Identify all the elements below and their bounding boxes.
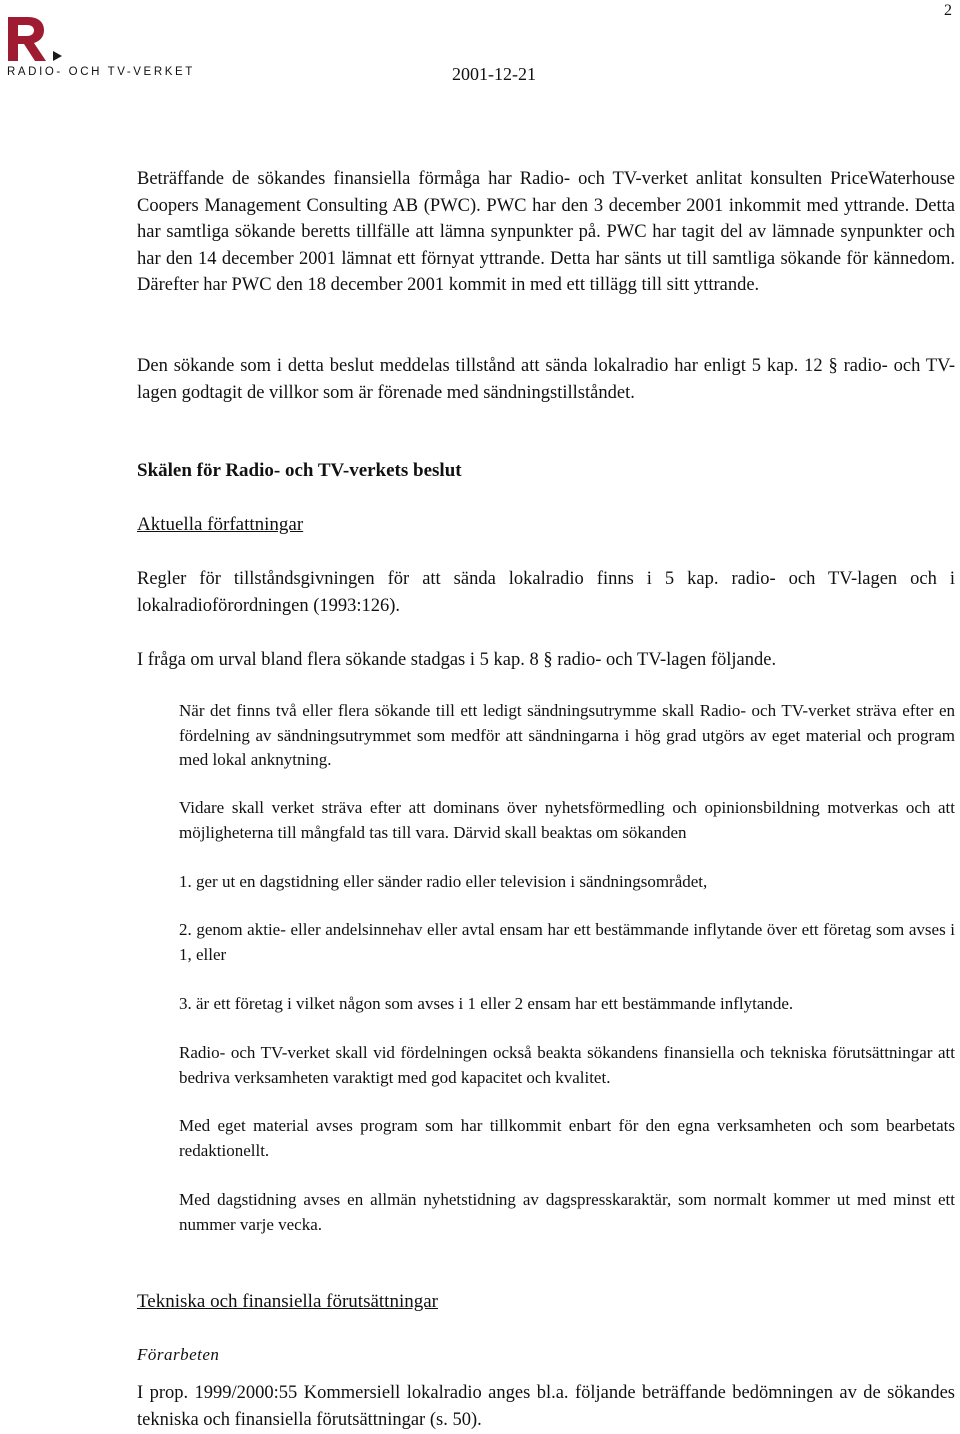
radio-tv-verket-logo xyxy=(6,14,206,84)
quote-paragraph-2: Vidare skall verket sträva efter att dominans över nyhetsförmedling och opinionsbildning motverkas och att möjligheterna till mångfald tas till vara. Därvid skall beaktas om sökanden xyxy=(179,798,955,842)
document-date: 2001-12-21 xyxy=(452,64,536,84)
paragraph-rules: Regler för tillståndsgivningen för att sända lokalradio finns i 5 kap. radio- och TV-lagen och i lokalradioförordningen (1993:126). xyxy=(137,569,955,616)
quote-list-item-1: 1. ger ut en dagstidning eller sänder radio eller television i sändningsområdet, xyxy=(179,872,708,891)
logo-wordmark: RADIO- OCH TV-VERKET xyxy=(7,66,195,78)
quote-paragraph-4: Med eget material avses program som har tillkommit enbart för den egna verksamheten och som bearbetats redaktionellt. xyxy=(179,1116,955,1160)
paragraph-pwc-assessment: Beträffande de sökandes finansiella förmåga har Radio- och TV-verket anlitat konsulten PriceWaterhouse Coopers Management Consulting AB (PWC). PWC har den 3 december 2001 inkommit med yttrande. Detta har samtliga sökande beretts tillfälle att lämna synpunkter på. PWC har tagit del av lämnade synpunkter och har den 14 december 2001 lämnat ett förnyat yttrande. Detta har sänts ut till samtliga sökande för kännedom. Därefter har PWC den 18 december 2001 kommit in med ett tillägg till sitt yttrande. xyxy=(137,169,955,295)
quote-paragraph-5: Med dagstidning avses en allmän nyhetstidning av dagspresskaraktär, som normalt kommer ut med minst ett nummer varje vecka. xyxy=(179,1190,955,1234)
quote-paragraph-1: När det finns två eller flera sökande till ett ledigt sändningsutrymme skall Radio- och TV-verket sträva efter en fördelning av sändningsutrymmet som medför att sändningarna i hög grad utgörs av eget material och program med lokal anknytning. xyxy=(179,701,955,769)
quote-list-item-3: 3. är ett företag i vilket någon som avses i 1 eller 2 ensam har ett bestämmande inflytande. xyxy=(179,994,794,1013)
section-heading-reasons: Skälen för Radio- och TV-verkets beslut xyxy=(137,460,462,481)
paragraph-proposition: I prop. 1999/2000:55 Kommersiell lokalradio anges bl.a. följande beträffande bedömningen av de sökandes tekniska och finansiella förutsättningar (s. 50). xyxy=(137,1383,955,1430)
subheading-statutes: Aktuella författningar xyxy=(137,514,304,535)
subheading-preparatory-works: Förarbeten xyxy=(137,1345,220,1364)
quote-paragraph-3: Radio- och TV-verket skall vid fördelningen också beakta sökandens finansiella och tekniska förutsättningar att bedriva verksamheten varaktigt med god kapacitet och kvalitet. xyxy=(179,1043,955,1087)
logo-r-icon xyxy=(6,14,66,64)
paragraph-conditions-accepted: Den sökande som i detta beslut meddelas tillstånd att sända lokalradio har enligt 5 kap. 12 § radio- och TV-lagen godtagit de villkor som är förenade med sändningstillståndet. xyxy=(137,356,955,403)
subheading-technical-financial: Tekniska och finansiella förutsättningar xyxy=(137,1291,438,1312)
quote-list-item-2: 2. genom aktie- eller andelsinnehav eller avtal ensam har ett bestämmande inflytande över ett företag som avses i 1, eller xyxy=(179,920,955,964)
page-number: 2 xyxy=(944,2,952,19)
paragraph-selection: I fråga om urval bland flera sökande stadgas i 5 kap. 8 § radio- och TV-lagen följande. xyxy=(137,650,777,670)
